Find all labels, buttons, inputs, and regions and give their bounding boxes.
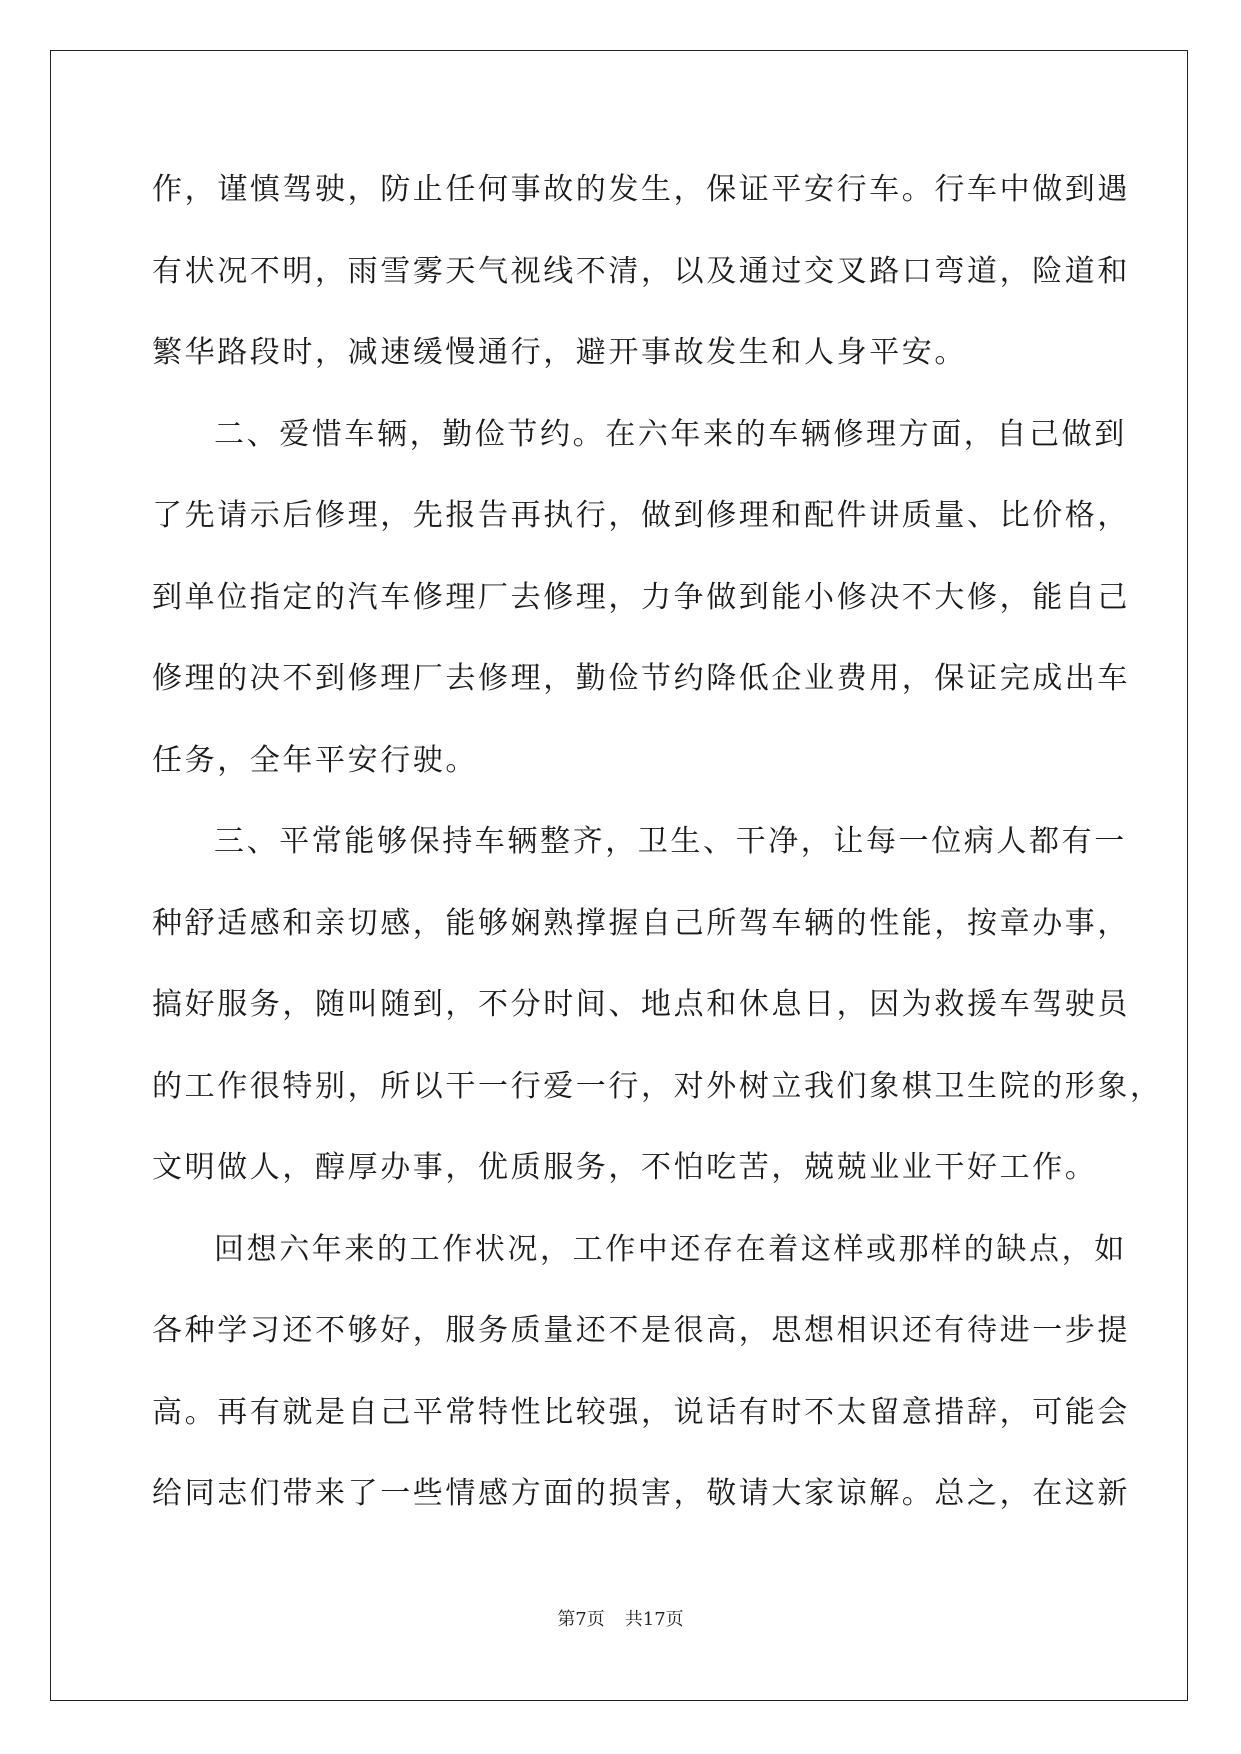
text-line: 的工作很特别，所以干一行爱一行，对外树立我们象棋卫生院的形象，	[152, 1068, 1163, 1104]
text-line: 搞好服务，随叫随到，不分时间、地点和休息日，因为救援车驾驶员	[152, 987, 1130, 1022]
page-total: 共17页	[624, 1609, 684, 1630]
text-line: 任务，全年平安行驶。	[152, 742, 478, 778]
text-line: 修理的决不到修理厂去修理，勤俭节约降低企业费用，保证完成出车	[152, 661, 1130, 696]
page-footer	[0, 1608, 1241, 1632]
text-line: 各种学习还不够好，服务质量还不是很高，思想相识还有待进一步提	[152, 1313, 1130, 1348]
text-line: 到单位指定的汽车修理厂去修理，力争做到能小修决不大修，能自己	[152, 579, 1130, 615]
text-line: 繁华路段时，减速缓慢通行，避开事故发生和人身平安。	[152, 335, 967, 370]
paragraph-start-line: 三、平常能够保持车辆整齐，卫生、干净，让每一位病人都有一	[214, 824, 1127, 859]
text-line: 作，谨慎驾驶，防止任何事故的发生，保证平安行车。行车中做到遇	[152, 172, 1130, 207]
paragraph-start-line: 回想六年来的工作状况，工作中还存在着这样或那样的缺点，如	[214, 1231, 1127, 1267]
text-line: 给同志们带来了一些情感方面的损害，敬请大家谅解。总之，在这新	[152, 1476, 1130, 1511]
text-line: 高。再有就是自己平常特性比较强，说话有时不太留意措辞，可能会	[152, 1394, 1130, 1430]
page-number: 第7页	[557, 1609, 605, 1630]
text-line: 了先请示后修理，先报告再执行，做到修理和配件讲质量、比价格，	[152, 498, 1130, 533]
text-line: 种舒适感和亲切感，能够娴熟撑握自己所驾车辆的性能，按章办事，	[152, 905, 1130, 941]
text-line: 有状况不明，雨雪雾天气视线不清，以及通过交叉路口弯道，险道和	[152, 253, 1130, 289]
document-body	[152, 160, 1163, 1546]
text-line: 文明做人，醇厚办事，优质服务，不怕吃苦，兢兢业业干好工作。	[152, 1150, 1098, 1185]
paragraph-start-line: 二、爱惜车辆，勤俭节约。在六年来的车辆修理方面，自己做到	[214, 416, 1127, 452]
